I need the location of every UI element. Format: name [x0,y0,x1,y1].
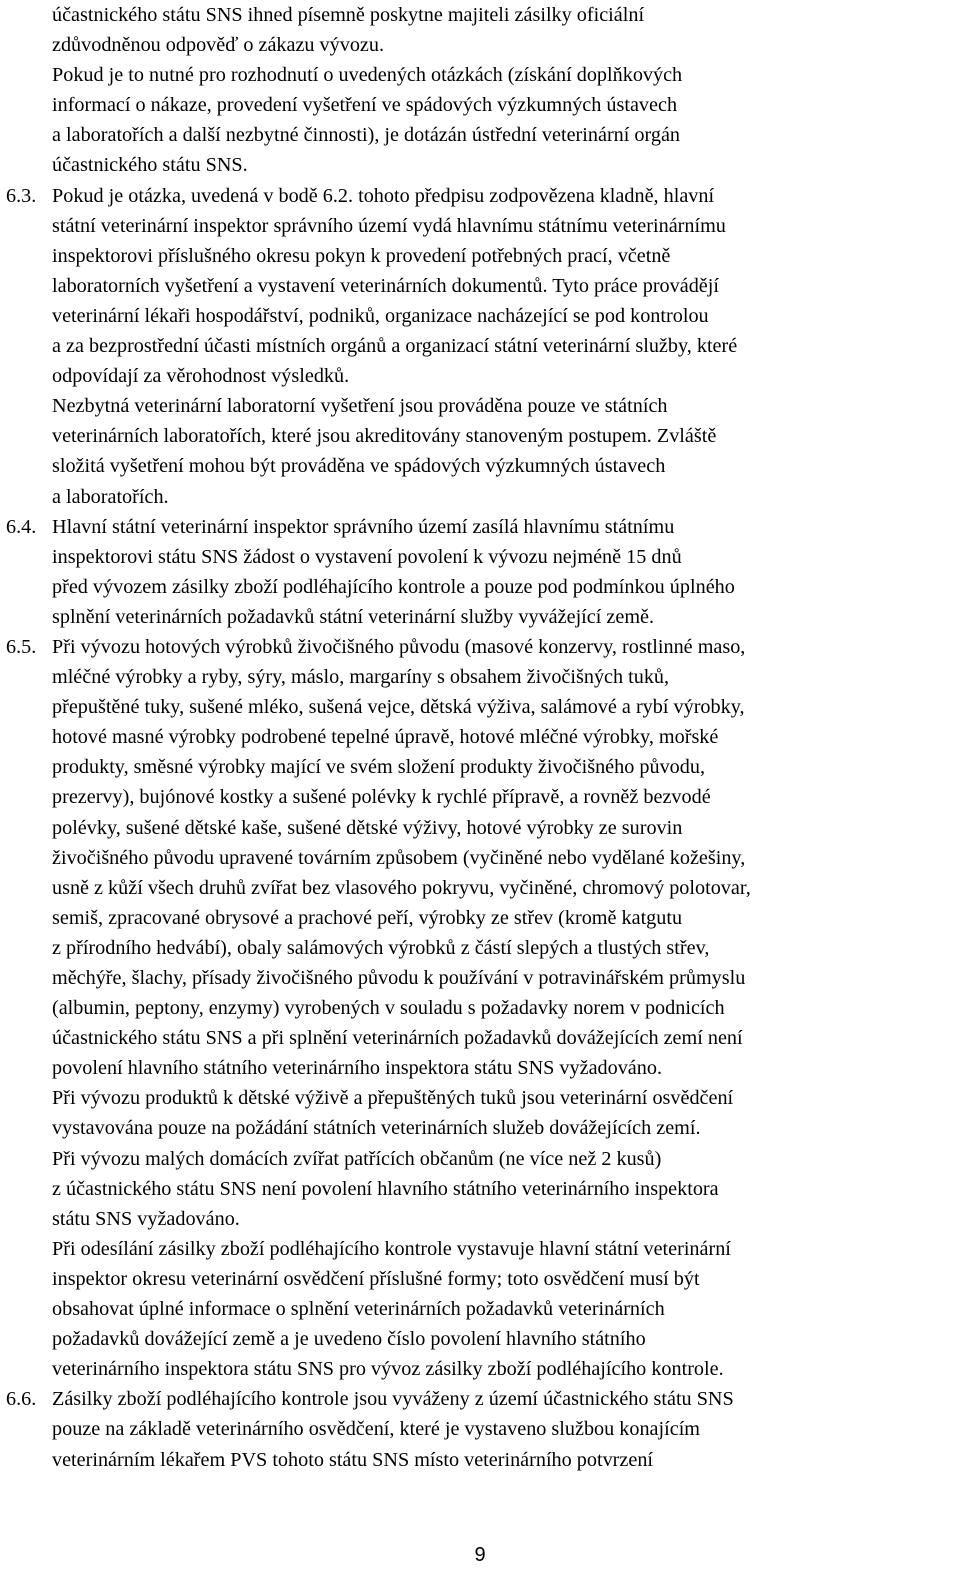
text-line: a laboratořích. [52,485,169,508]
text-line: Při odesílání zásilky zboží podléhajícího kontrole vystavuje hlavní státní veterinární [52,1237,731,1260]
text-line: veterinárního inspektora státu SNS pro vývoz zásilky zboží podléhajícího kontrole. [52,1358,724,1381]
text-line: účastnického státu SNS ihned písemně poskytne majiteli zásilky oficiální [52,4,645,26]
text-line: a za bezprostřední účasti místních orgánů a organizací státní veterinární služby, které [52,335,738,358]
text-line: státu SNS vyžadováno. [52,1207,240,1230]
text-line: z účastnického státu SNS není povolení hlavního státního veterinárního inspektora [52,1177,719,1200]
section-6-4 [0,512,960,632]
text-line: Pokud je to nutné pro rozhodnutí o uvedených otázkách (získání doplňkových [52,64,683,87]
section-number: 6.6. [6,1388,37,1411]
text-line: a laboratořích a další nezbytné činnosti), je dotázán ústřední veterinární orgán [52,124,681,147]
section-number: 6.4. [6,515,37,538]
text-line: veterinárních laboratořích, které jsou akreditovány stanoveným postupem. Zvláště [52,425,717,448]
text-line: složitá vyšetření mohou být prováděna ve spádových výzkumných ústavech [52,455,666,478]
text-line: státní veterinární inspektor správního území vydá hlavnímu státnímu veterinárnímu [52,214,726,237]
text-line: živočišného původu upravené továrním způsobem (vyčiněné nebo vydělané kožešiny, [52,846,746,869]
section-6-6 [0,1384,960,1474]
text-line: Pokud je otázka, uvedená v bodě 6.2. tohoto předpisu zodpovězena kladně, hlavní [52,184,715,207]
text-line: splnění veterinárních požadavků státní veterinární služby vyvážející země. [52,605,655,628]
text-line: obsahovat úplné informace o splnění veterinárních požadavků veterinárních [52,1298,665,1321]
text-line: inspektorovi příslušného okresu pokyn k provedení potřebných prací, včetně [52,244,671,267]
text-line: měchýře, šlachy, přísady živočišného původu k používání v potravinářském průmyslu [52,967,746,989]
intro-paragraph [0,0,960,181]
text-line: Hlavní státní veterinární inspektor správního území zasílá hlavnímu státnímu [52,515,675,538]
section-number: 6.3. [6,184,37,207]
text-line: zdůvodněnou odpověď o zákazu vývozu. [52,34,385,57]
text-line: povolení hlavního státního veterinárního inspektora státu SNS vyžadováno. [52,1057,663,1080]
text-line: usně z kůží všech druhů zvířat bez vlasového pokryvu, vyčiněné, chromový polotovar, [52,876,751,899]
text-line: produkty, směsné výrobky mající ve svém složení produkty živočišného původu, [52,756,705,779]
text-line: veterinárním lékařem PVS tohoto státu SNS místo veterinárního potvrzení [52,1448,654,1471]
section-number: 6.5. [6,635,37,658]
text-line: semiš, zpracované obrysové a prachové peří, výrobky ze střev (kromě katgutu [52,906,683,929]
page-number: 9 [474,1544,486,1566]
text-line: veterinární lékaři hospodářství, podniků, organizace nacházející se pod kontrolou [52,304,709,327]
text-line: požadavků dovážející země a je uvedeno číslo povolení hlavního státního [52,1328,646,1351]
text-line: Při vývozu hotových výrobků živočišného původu (masové konzervy, rostlinné maso, [52,635,746,658]
text-line: odpovídají za věrohodnost výsledků. [52,365,350,388]
text-line: přepuštěné tuky, sušené mléko, sušená vejce, dětská výživa, salámové a rybí výrobky, [52,696,745,719]
text-line: informací o nákaze, provedení vyšetření ve spádových výzkumných ústavech [52,94,678,117]
section-6-5 [0,632,960,1384]
text-line: prezervy), bujónové kostky a sušené polévky k rychlé přípravě, a rovněž bezvodé [52,786,711,809]
text-line: účastnického státu SNS. [52,154,248,177]
text-line: účastnického státu SNS a při splnění veterinárních požadavků dovážejících zemí není [52,1027,743,1050]
text-line: z přírodního hedvábí), obaly salámových výrobků z částí slepých a tlustých střev, [52,936,710,959]
text-line: polévky, sušené dětské kaše, sušené dětské výživy, hotové výrobky ze surovin [52,816,683,839]
text-line: Zásilky zboží podléhajícího kontrole jsou vyváženy z území účastnického státu SNS [52,1388,734,1411]
text-line: inspektor okresu veterinární osvědčení příslušné formy; toto osvědčení musí být [52,1267,700,1290]
text-line: před vývozem zásilky zboží podléhajícího kontrole a pouze pod podmínkou úplného [52,575,735,598]
text-line: mléčné výrobky a ryby, sýry, máslo, margaríny s obsahem živočišných tuků, [52,666,670,689]
text-line: pouze na základě veterinárního osvědčení, které je vystaveno službou konajícím [52,1418,701,1441]
text-line: vystavována pouze na požádání státních veterinárních služeb dovážejících zemí. [52,1117,701,1140]
text-line: Při vývozu produktů k dětské výživě a přepuštěných tuků jsou veterinární osvědčení [52,1087,734,1110]
text-line: inspektorovi státu SNS žádost o vystavení povolení k vývozu nejméně 15 dnů [52,545,682,568]
text-line: hotové masné výrobky podrobené tepelné úpravě, hotové mléčné výrobky, mořské [52,726,719,749]
text-line: laboratorních vyšetření a vystavení veterinárních dokumentů. Tyto práce provádějí [52,274,719,297]
text-line: Nezbytná veterinární laboratorní vyšetření jsou prováděna pouze ve státních [52,395,668,418]
section-6-3 [0,181,960,512]
text-line: Při vývozu malých domácích zvířat patřících občanům (ne více než 2 kusů) [52,1147,662,1170]
text-line: (albumin, peptony, enzymy) vyrobených v souladu s požadavky norem v podnicích [52,997,725,1020]
